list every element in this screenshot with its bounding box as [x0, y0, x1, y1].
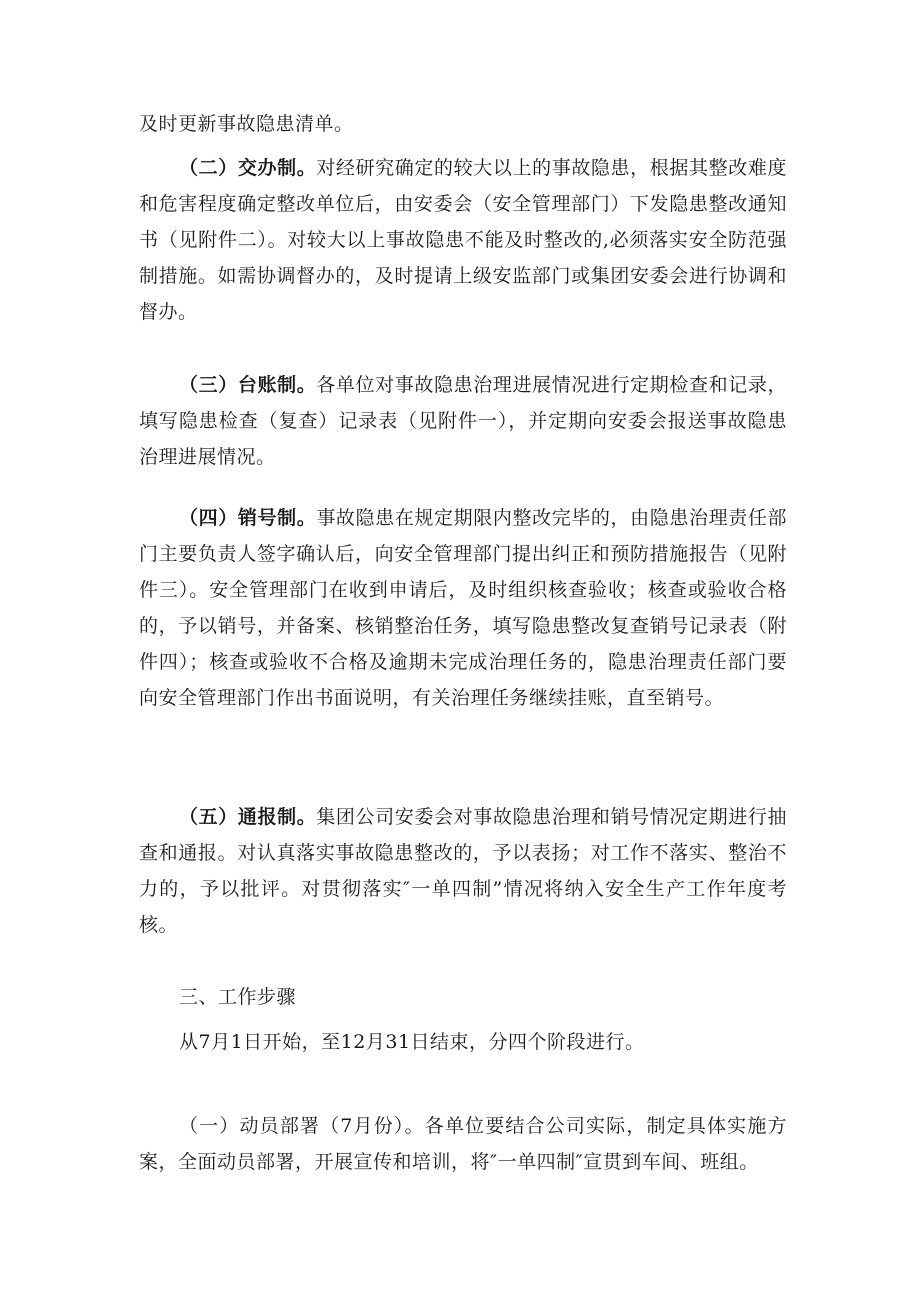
- paragraph-ledger-system: [139, 367, 787, 475]
- section-heading: 三、工作步骤: [179, 986, 297, 1008]
- paragraph-schedule: 从7月1日开始，至12月31日结束，分四个阶段进行。: [179, 1031, 645, 1053]
- paragraph-cancellation-system: [139, 500, 787, 716]
- paragraph-lead: （四）销号制。: [179, 507, 317, 529]
- paragraph-text: 各单位要结合公司实际，制定具体实施方案，全面动员部署，开展宣传和培训，将″一单四制″宣贯到车间、班组。: [139, 1115, 787, 1173]
- paragraph-notification-system: [139, 799, 787, 943]
- paragraph-lead: （一）动员部署（7月份）。: [179, 1115, 425, 1137]
- paragraph-lead: （三）台账制。: [179, 374, 317, 396]
- paragraph-lead: （二）交办制。: [179, 157, 317, 179]
- paragraph-text: 及时更新事故隐患清单。: [139, 113, 354, 135]
- paragraph-continuation: [139, 106, 787, 142]
- paragraph-lead: （五）通报制。: [179, 806, 317, 828]
- paragraph-text: 对经研究确定的较大以上的事故隐患，根据其整改难度和危害程度确定整改单位后，由安委会（安全管理部门）下发隐患整改通知书（见附件二）。对较大以上事故隐患不能及时整改的,必须落实安全防范强制措施。如需协调督办的，及时提请上级安监部门或集团安委会进行协调和督办。: [139, 157, 787, 323]
- paragraph-text: 事故隐患在规定期限内整改完毕的，由隐患治理责任部门主要负责人签字确认后，向安全管理部门提出纠正和预防措施报告（见附件三）。安全管理部门在收到申请后，及时组织核查验收；核查或验收合格的，予以销号，并备案、核销整治任务，填写隐患整改复查销号记录表（附件四）；核查或验收不合格及逾期未完成治理任务的，隐患治理责任部门要向安全管理部门作出书面说明，有关治理任务继续挂账，直至销号。: [139, 507, 787, 709]
- paragraph-text: 集团公司安委会对事故隐患治理和销号情况定期进行抽查和通报。对认真落实事故隐患整改的，予以表扬；对工作不落实、整治不力的，予以批评。对贯彻落实″一单四制”情况将纳入安全生产工作年度考核。: [139, 806, 787, 936]
- paragraph-handover-system: [139, 150, 787, 330]
- paragraph-text: 各单位对事故隐患治理进展情况进行定期检查和记录，填写隐患检查（复查）记录表（见附件一），并定期向安委会报送事故隐患治理进展情况。: [139, 374, 787, 468]
- paragraph-mobilization: [139, 1108, 787, 1180]
